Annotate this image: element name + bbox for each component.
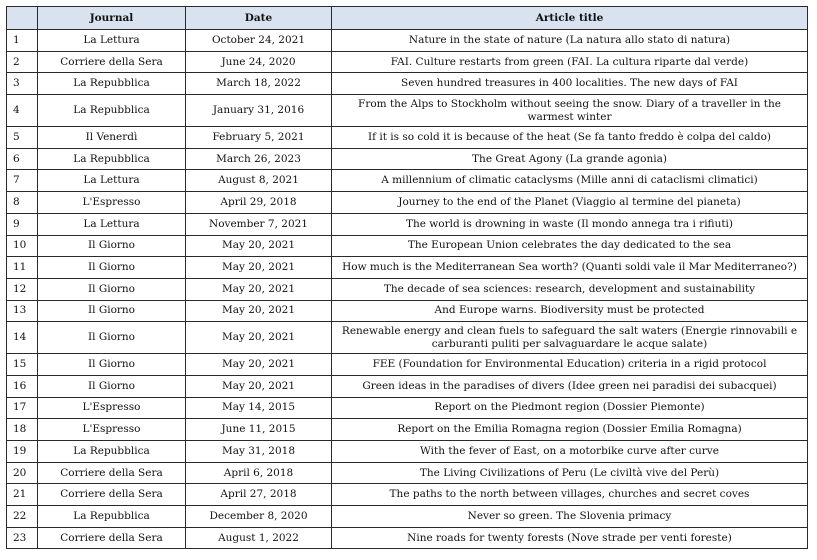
row-number: 5 (7, 127, 38, 149)
row-date: May 20, 2021 (186, 257, 332, 279)
table-row (7, 484, 808, 506)
table-header-row (7, 7, 808, 30)
row-title: Nine roads for twenty forests (Nove strade per venti foreste) (332, 527, 808, 549)
row-number: 13 (7, 300, 38, 322)
row-date: May 20, 2021 (186, 375, 332, 397)
row-number: 23 (7, 527, 38, 549)
row-date: January 31, 2016 (186, 95, 332, 127)
row-number: 14 (7, 322, 38, 354)
row-title: FAI. Culture restarts from green (FAI. La cultura riparte dal verde) (332, 51, 808, 73)
table-row (7, 462, 808, 484)
row-journal: Il Giorno (38, 322, 186, 354)
row-journal: La Repubblica (38, 73, 186, 95)
row-number: 12 (7, 278, 38, 300)
row-date: April 6, 2018 (186, 462, 332, 484)
row-number: 9 (7, 213, 38, 235)
table-row (7, 51, 808, 73)
table-row (7, 127, 808, 149)
row-journal: La Lettura (38, 30, 186, 52)
row-title: The decade of sea sciences: research, development and sustainability (332, 278, 808, 300)
row-journal: Corriere della Sera (38, 484, 186, 506)
row-journal: Il Giorno (38, 300, 186, 322)
row-number: 18 (7, 419, 38, 441)
row-title: Nature in the state of nature (La natura allo stato di natura) (332, 30, 808, 52)
row-journal: La Repubblica (38, 441, 186, 463)
table-row (7, 278, 808, 300)
row-journal: Corriere della Sera (38, 527, 186, 549)
header-number (7, 7, 38, 30)
row-number: 6 (7, 148, 38, 170)
row-title: The world is drowning in waste (Il mondo annega tra i rifiuti) (332, 213, 808, 235)
row-number: 16 (7, 375, 38, 397)
row-journal: Il Giorno (38, 257, 186, 279)
row-date: August 8, 2021 (186, 170, 332, 192)
row-journal: L'Espresso (38, 192, 186, 214)
row-title: Renewable energy and clean fuels to safeguard the salt waters (Energie rinnovabili e carburanti puliti per salvaguardare le acque salate) (332, 322, 808, 354)
row-date: May 14, 2015 (186, 397, 332, 419)
row-date: October 24, 2021 (186, 30, 332, 52)
row-title: With the fever of East, on a motorbike curve after curve (332, 441, 808, 463)
row-journal: La Repubblica (38, 506, 186, 528)
table-row (7, 95, 808, 127)
table-row (7, 506, 808, 528)
row-date: June 24, 2020 (186, 51, 332, 73)
table-row (7, 235, 808, 257)
row-journal: Il Giorno (38, 235, 186, 257)
table-row (7, 148, 808, 170)
row-journal: Il Venerdì (38, 127, 186, 149)
row-date: April 27, 2018 (186, 484, 332, 506)
table-row (7, 300, 808, 322)
row-journal: Corriere della Sera (38, 462, 186, 484)
row-title: A millennium of climatic cataclysms (Mille anni di cataclismi climatici) (332, 170, 808, 192)
row-journal: Il Giorno (38, 375, 186, 397)
row-number: 15 (7, 354, 38, 376)
row-title: How much is the Mediterranean Sea worth? (Quanti soldi vale il Mar Mediterraneo?) (332, 257, 808, 279)
row-number: 20 (7, 462, 38, 484)
row-number: 4 (7, 95, 38, 127)
row-date: February 5, 2021 (186, 127, 332, 149)
row-date: April 29, 2018 (186, 192, 332, 214)
table-row (7, 213, 808, 235)
row-date: May 20, 2021 (186, 354, 332, 376)
row-title: Report on the Emilia Romagna region (Dossier Emilia Romagna) (332, 419, 808, 441)
row-title: Report on the Piedmont region (Dossier Piemonte) (332, 397, 808, 419)
row-number: 1 (7, 30, 38, 52)
row-journal: Corriere della Sera (38, 51, 186, 73)
table-row (7, 354, 808, 376)
row-title: If it is so cold it is because of the heat (Se fa tanto freddo è colpa del caldo) (332, 127, 808, 149)
row-title: FEE (Foundation for Environmental Education) criteria in a rigid protocol (332, 354, 808, 376)
header-article-title: Article title (332, 7, 808, 30)
table-row (7, 375, 808, 397)
row-date: May 20, 2021 (186, 278, 332, 300)
table-row (7, 73, 808, 95)
row-title: From the Alps to Stockholm without seeing the snow. Diary of a traveller in the warmest winter (332, 95, 808, 127)
row-title: Seven hundred treasures in 400 localities. The new days of FAI (332, 73, 808, 95)
header-journal: Journal (38, 7, 186, 30)
row-journal: L'Espresso (38, 419, 186, 441)
table-row (7, 397, 808, 419)
row-date: June 11, 2015 (186, 419, 332, 441)
row-date: March 18, 2022 (186, 73, 332, 95)
row-journal: La Repubblica (38, 95, 186, 127)
row-number: 10 (7, 235, 38, 257)
row-date: May 20, 2021 (186, 322, 332, 354)
row-date: May 31, 2018 (186, 441, 332, 463)
table-row (7, 30, 808, 52)
row-date: August 1, 2022 (186, 527, 332, 549)
row-number: 11 (7, 257, 38, 279)
table-row (7, 192, 808, 214)
table-row (7, 257, 808, 279)
row-title: The Great Agony (La grande agonia) (332, 148, 808, 170)
table-row (7, 419, 808, 441)
row-title: The Living Civilizations of Peru (Le civiltà vive del Perù) (332, 462, 808, 484)
row-journal: L'Espresso (38, 397, 186, 419)
row-date: May 20, 2021 (186, 235, 332, 257)
row-title: The paths to the north between villages, churches and secret coves (332, 484, 808, 506)
row-number: 2 (7, 51, 38, 73)
row-date: March 26, 2023 (186, 148, 332, 170)
row-journal: La Lettura (38, 170, 186, 192)
row-title: Green ideas in the paradises of divers (Idee green nei paradisi dei subacquei) (332, 375, 808, 397)
row-date: May 20, 2021 (186, 300, 332, 322)
row-journal: La Repubblica (38, 148, 186, 170)
row-date: December 8, 2020 (186, 506, 332, 528)
row-title: And Europe warns. Biodiversity must be protected (332, 300, 808, 322)
table-row (7, 441, 808, 463)
row-number: 19 (7, 441, 38, 463)
row-number: 3 (7, 73, 38, 95)
table-row (7, 322, 808, 354)
row-title: The European Union celebrates the day dedicated to the sea (332, 235, 808, 257)
table-row (7, 170, 808, 192)
row-number: 21 (7, 484, 38, 506)
header-date: Date (186, 7, 332, 30)
row-number: 7 (7, 170, 38, 192)
article-table-container (6, 6, 808, 549)
row-number: 17 (7, 397, 38, 419)
row-journal: La Lettura (38, 213, 186, 235)
table-row (7, 527, 808, 549)
row-title: Journey to the end of the Planet (Viaggio al termine del pianeta) (332, 192, 808, 214)
row-journal: Il Giorno (38, 354, 186, 376)
row-date: November 7, 2021 (186, 213, 332, 235)
article-table (6, 6, 808, 549)
row-number: 22 (7, 506, 38, 528)
row-title: Never so green. The Slovenia primacy (332, 506, 808, 528)
row-number: 8 (7, 192, 38, 214)
row-journal: Il Giorno (38, 278, 186, 300)
